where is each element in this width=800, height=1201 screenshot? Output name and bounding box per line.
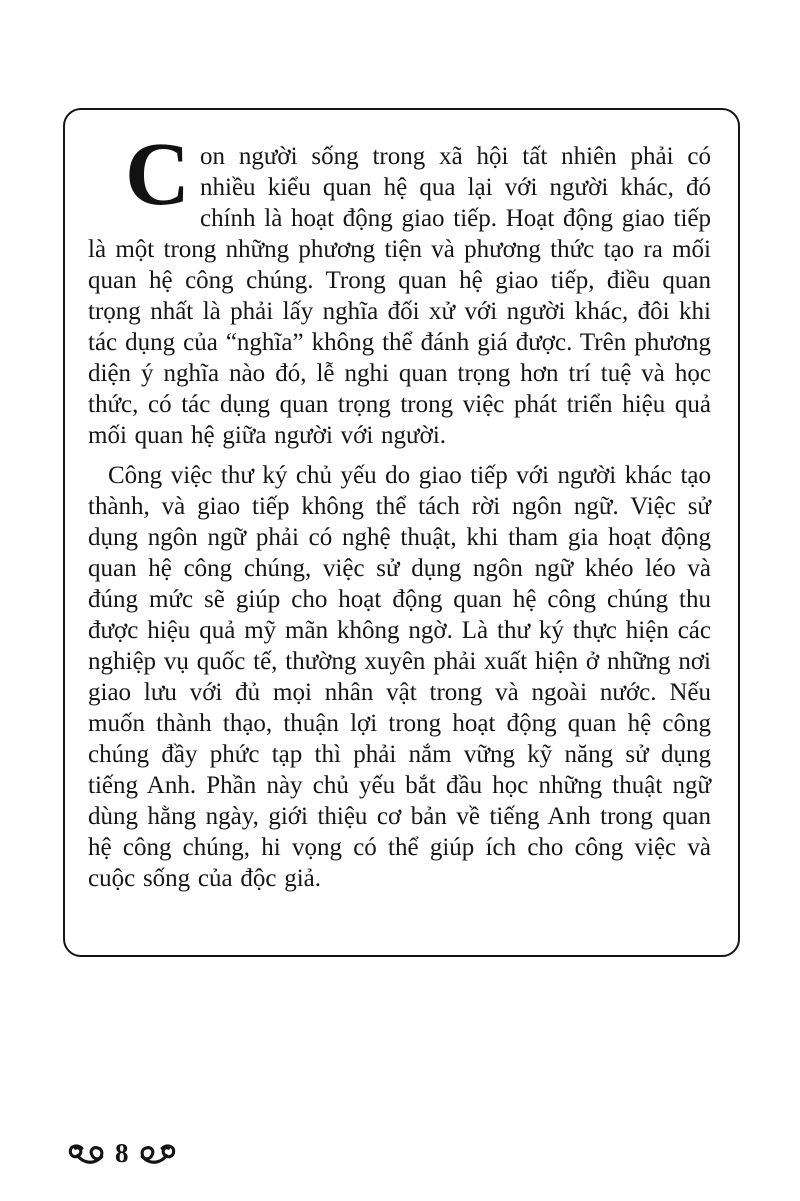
paragraph-1 xyxy=(88,125,711,451)
page-footer xyxy=(66,1140,178,1169)
paragraph-2-text: Công việc thư ký chủ yếu do giao tiếp với người khác tạo thành, và giao tiếp không thể tách rời ngôn ngữ. Việc sử dụng ngôn ngữ phải có nghệ thuật, khi tham gia hoạt động quan hệ công chúng, việc sử dụng ngôn ngữ khéo léo và đúng mức sẽ giúp cho hoạt động quan hệ công chúng thu được hiệu quả mỹ mãn không ngờ. Là thư ký thực hiện các nghiệp vụ quốc tế, thường xuyên phải xuất hiện ở những nơi giao lưu với đủ mọi nhân vật trong và ngoài nước. Nếu muốn thành thạo, thuận lợi trong hoạt động quan hệ công chúng đầy phức tạp thì phải nắm vững kỹ năng sử dụng tiếng Anh. Phần này chủ yếu bắt đầu học những thuật ngữ dùng hằng ngày, giới thiệu cơ bản về tiếng Anh trong quan hệ công chúng, hi vọng có thể giúp ích cho công việc và cuộc sống của độc giả. xyxy=(88,462,711,892)
fleuron-right-icon xyxy=(138,1143,178,1166)
page-number: 8 xyxy=(115,1138,129,1168)
text-frame xyxy=(63,108,740,957)
fleuron-left-icon xyxy=(66,1143,106,1166)
paragraph-2 xyxy=(88,460,711,894)
drop-cap: C xyxy=(125,125,190,224)
paragraph-1-text: on người sống trong xã hội tất nhiên phải có nhiều kiểu quan hệ qua lại với người khác, đó chính là hoạt động giao tiếp. Hoạt động giao tiếp là một trong những phương tiện và phương thức tạo ra mối quan hệ công chúng. Trong quan hệ giao tiếp, điều quan trọng nhất là phải lấy nghĩa đối xử với người khác, đôi khi tác dụng của “nghĩa” không thể đánh giá được. Trên phương diện ý nghĩa nào đó, lễ nghi quan trọng hơn trí tuệ và học thức, có tác dụng quan trọng trong việc phát triển hiệu quả mối quan hệ giữa người với người. xyxy=(88,143,711,449)
